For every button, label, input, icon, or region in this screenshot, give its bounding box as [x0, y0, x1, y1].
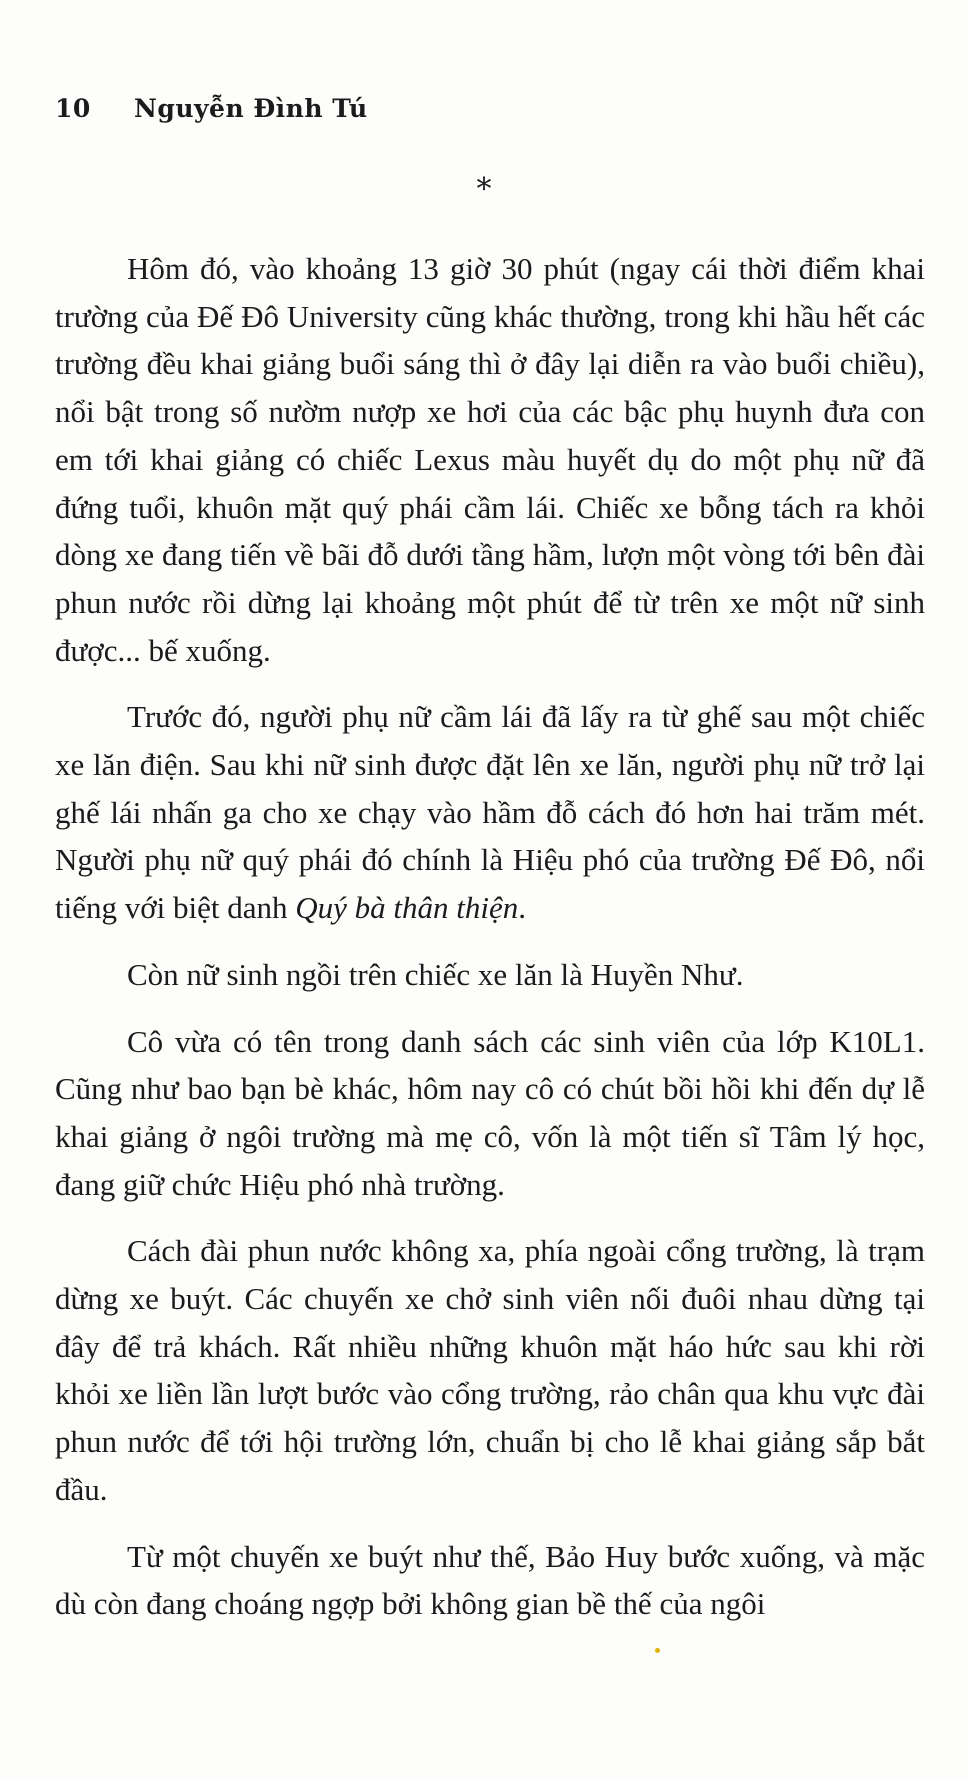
paragraph-4: Cô vừa có tên trong danh sách các sinh viên của lớp K10L1. Cũng như bao bạn bè khác, hôm nay cô có chút bồi hồi khi đến dự lễ khai giảng ở ngôi trường mà mẹ cô, vốn là một tiến sĩ Tâm lý học, đang giữ chức Hiệu phó nhà trường. [55, 1023, 925, 1202]
paragraph-5: Cách đài phun nước không xa, phía ngoài cổng trường, là trạm dừng xe buýt. Các chuyến xe chở sinh viên nối đuôi nhau dừng tại đây để trả khách. Rất nhiều những khuôn mặt háo hức sau khi rời khỏi xe liền lần lượt bước vào cổng trường, rảo chân qua khu vực đài phun nước để tới hội trường lớn, chuẩn bị cho lễ khai giảng sắp bắt đầu. [55, 1233, 925, 1507]
author-name: Nguyễn Đình Tú [134, 94, 368, 123]
paragraph-3: Còn nữ sinh ngồi trên chiếc xe lăn là Huyền Như. [127, 956, 744, 992]
paragraph-1: Hôm đó, vào khoảng 13 giờ 30 phút (ngay cái thời điểm khai trường của Đế Đô University cũng khác thường, trong khi hầu hết các trường đều khai giảng buổi sáng thì ở đây lại diễn ra vào buổi chiều), nổi bật trong số nườm nượp xe hơi của các bậc phụ huynh đưa con em tới khai giảng có chiếc Lexus màu huyết dụ do một phụ nữ đã đứng tuổi, khuôn mặt quý phái cầm lái. Chiếc xe bỗng tách ra khỏi dòng xe đang tiến về bãi đỗ dưới tầng hầm, lượn một vòng tới bên đài phun nước rồi dừng lại khoảng một phút để từ trên xe một nữ sinh được... bế xuống. [55, 251, 925, 668]
nickname-italic: Quý bà thân thiện [295, 890, 519, 926]
body-text [55, 245, 925, 1647]
paragraph-6: Từ một chuyến xe buýt như thế, Bảo Huy bước xuống, và mặc dù còn đang choáng ngợp bởi không gian bề thế của ngôi [55, 1538, 925, 1622]
ink-speck [655, 1648, 660, 1653]
section-separator: * [476, 172, 492, 207]
page-number: 10 [55, 94, 91, 123]
running-header [55, 94, 368, 123]
paragraph-2: Trước đó, người phụ nữ cầm lái đã lấy ra từ ghế sau một chiếc xe lăn điện. Sau khi nữ sinh được đặt lên xe lăn, người phụ nữ trở lại ghế lái nhấn ga cho xe chạy vào hầm đỗ cách đó hơn hai trăm mét. Người phụ nữ quý phái đó chính là Hiệu phó của trường Đế Đô, nổi tiếng với biệt danh Quý bà thân thiện. [55, 699, 925, 926]
